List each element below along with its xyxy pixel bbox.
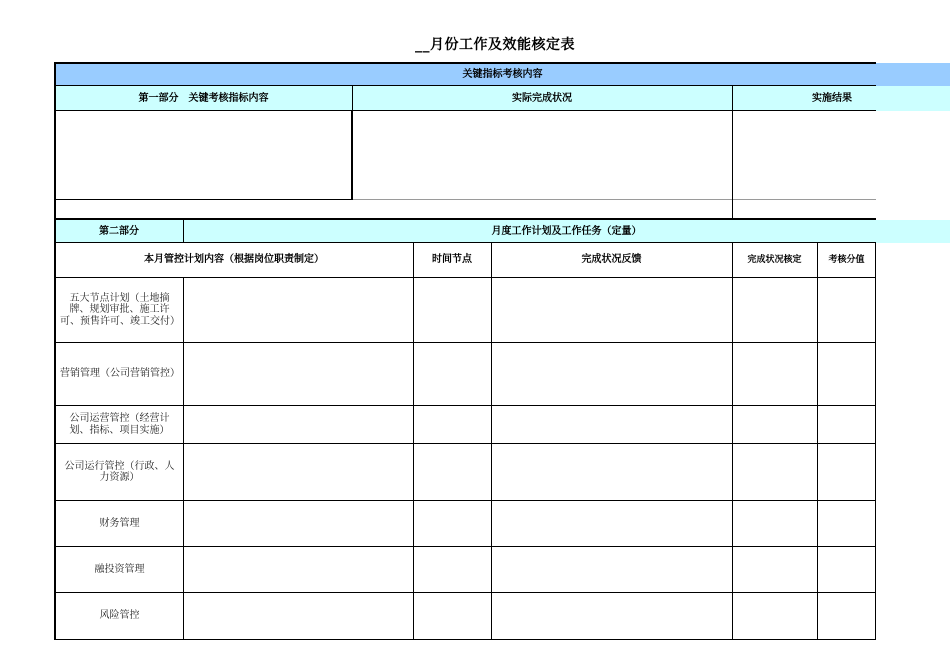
col-verification: 完成状况核定: [747, 254, 802, 265]
table-row-label: 风险管控: [99, 610, 140, 622]
table-row-label: 财务管理: [99, 517, 140, 529]
key-indicators-header: 关键指标考核内容: [462, 68, 543, 80]
plan-detail-cell[interactable]: [184, 406, 413, 443]
grid-line: [875, 243, 876, 640]
verify-cell[interactable]: [733, 593, 817, 639]
grid-line: [55, 443, 876, 444]
grid-line: [55, 592, 876, 593]
verify-cell[interactable]: [733, 547, 817, 592]
part2-header: 月度工作计划及工作任务（定量）: [491, 225, 642, 237]
col-score: 考核分值: [828, 254, 865, 265]
grid-line: [732, 243, 733, 640]
verify-cell[interactable]: [733, 278, 817, 342]
table-row-label: 营销管理（公司营销管控）: [60, 368, 180, 380]
grid-line: [55, 405, 876, 406]
table-row-label: 融投资管理: [94, 563, 145, 575]
time-node-cell[interactable]: [414, 593, 491, 639]
grid-line: [55, 277, 876, 278]
table-row-label: 公司运营管控（经营计划、指标、项目实施）: [69, 413, 170, 436]
plan-detail-cell[interactable]: [184, 593, 413, 639]
plan-detail-cell[interactable]: [184, 278, 413, 342]
score-cell[interactable]: [818, 593, 876, 639]
time-node-cell[interactable]: [414, 501, 491, 546]
part1-spacer-result-cell[interactable]: [733, 200, 876, 219]
part1-col-result: 实施结果: [812, 92, 852, 104]
grid-line: [352, 199, 876, 200]
feedback-cell[interactable]: [492, 501, 732, 546]
grid-line: [55, 639, 876, 640]
grid-line: [55, 62, 876, 64]
page-title-text: __月份工作及效能核定表: [415, 37, 575, 53]
feedback-cell[interactable]: [492, 406, 732, 443]
table-row-label: 五大节点计划（土地摘牌、规划审批、施工许可、预售许可、竣工交付）: [60, 293, 180, 327]
grid-line: [55, 110, 876, 111]
part2-label: 第二部分: [99, 225, 139, 237]
score-cell[interactable]: [818, 547, 876, 592]
feedback-cell[interactable]: [492, 593, 732, 639]
grid-line: [55, 218, 876, 220]
part1-spacer-cell[interactable]: [56, 200, 732, 219]
grid-line: [55, 199, 352, 200]
part1-status-cell[interactable]: [354, 112, 732, 199]
grid-line: [55, 500, 876, 501]
grid-line: [54, 62, 56, 640]
score-cell[interactable]: [818, 444, 876, 500]
page-title: [0, 34, 950, 54]
table-row-label: 公司运行管控（行政、人力资源）: [64, 460, 175, 483]
feedback-cell[interactable]: [492, 278, 732, 342]
verify-cell[interactable]: [733, 343, 817, 405]
feedback-cell[interactable]: [492, 444, 732, 500]
grid-line: [183, 219, 184, 243]
grid-line: [55, 242, 876, 243]
grid-line: [351, 110, 353, 200]
grid-line: [413, 243, 414, 640]
plan-detail-cell[interactable]: [184, 547, 413, 592]
col-feedback: 完成状况反馈: [581, 254, 642, 266]
time-node-cell[interactable]: [414, 547, 491, 592]
score-cell[interactable]: [818, 406, 876, 443]
score-cell[interactable]: [818, 343, 876, 405]
part1-indicator-cell[interactable]: [56, 112, 352, 199]
part1-col-indicators: 第一部分 关键考核指标内容: [138, 92, 269, 104]
grid-line: [817, 243, 818, 640]
plan-detail-cell[interactable]: [184, 343, 413, 405]
time-node-cell[interactable]: [414, 278, 491, 342]
col-time-node: 时间节点: [432, 254, 472, 266]
score-cell[interactable]: [818, 278, 876, 342]
part1-col-status: 实际完成状况: [512, 92, 572, 104]
grid-line: [732, 86, 733, 219]
time-node-cell[interactable]: [414, 343, 491, 405]
grid-line: [55, 85, 876, 86]
plan-detail-cell[interactable]: [184, 444, 413, 500]
verify-cell[interactable]: [733, 406, 817, 443]
feedback-cell[interactable]: [492, 343, 732, 405]
time-node-cell[interactable]: [414, 444, 491, 500]
verify-cell[interactable]: [733, 444, 817, 500]
grid-line: [55, 342, 876, 343]
feedback-cell[interactable]: [492, 547, 732, 592]
part1-result-cell[interactable]: [733, 112, 876, 199]
grid-line: [491, 243, 492, 640]
time-node-cell[interactable]: [414, 406, 491, 443]
score-cell[interactable]: [818, 501, 876, 546]
grid-line: [55, 546, 876, 547]
verify-cell[interactable]: [733, 501, 817, 546]
col-plan-content: 本月管控计划内容（根据岗位职责制定）: [144, 254, 324, 266]
grid-line: [183, 277, 184, 640]
plan-detail-cell[interactable]: [184, 501, 413, 546]
